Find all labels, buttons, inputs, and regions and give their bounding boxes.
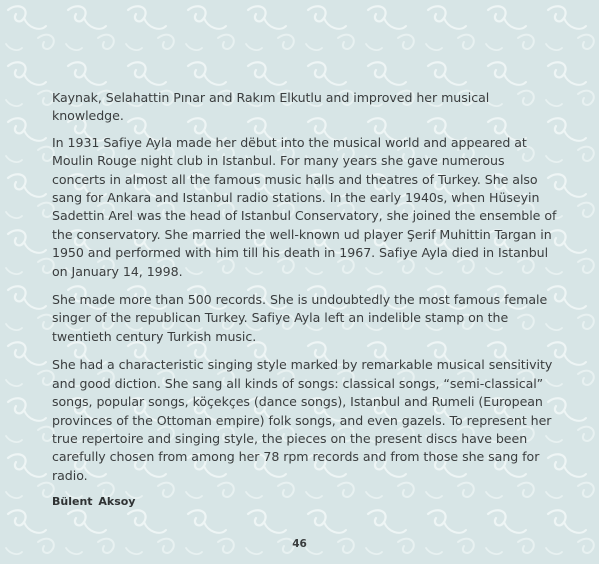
paragraph: In 1931 Safiye Ayla made her dëbut into the musical world and appeared at Moulin Rouge night club in Istanbul. For many years she gave numerous concerts in almost all the famous music halls and theatres of Turkey. She also sang for Ankara and Istanbul radio stations. In the early 1940s, when Hüseyin Sadettin Arel was the head of Istanbul Conservatory, she joined the ensemble of the conservatory. She married the well-known ud player Şerif Muhittin Targan in 1950 and performed with him till his death in 1967. Safiye Ayla died in Istanbul on January 14, 1998.: [52, 134, 557, 279]
article-body: [52, 89, 557, 508]
page-number: 46: [292, 538, 307, 550]
paragraph: Kaynak, Selahattin Pınar and Rakım Elkutlu and improved her musical knowledge.: [52, 90, 490, 124]
author-signature: Bülent Aksoy: [52, 495, 136, 509]
paragraph: She made more than 500 records. She is undoubtedly the most famous female singer of the republican Turkey. Safiye Ayla left an indelible stamp on the twentieth century Turkish music.: [52, 292, 548, 344]
paragraph: She had a characteristic singing style marked by remarkable musical sensitivity and good diction. She sang all kinds of songs: classical songs, “semi-classical” songs, popular songs, köçekçes (dance songs), Istanbul and Rumeli (European provinces of the Ottoman empire) folk songs, and even gazels. To represent her true repertoire and singing style, the pieces on the present discs have been carefully chosen from among her 78 rpm records and from those she sang for radio.: [52, 357, 553, 483]
